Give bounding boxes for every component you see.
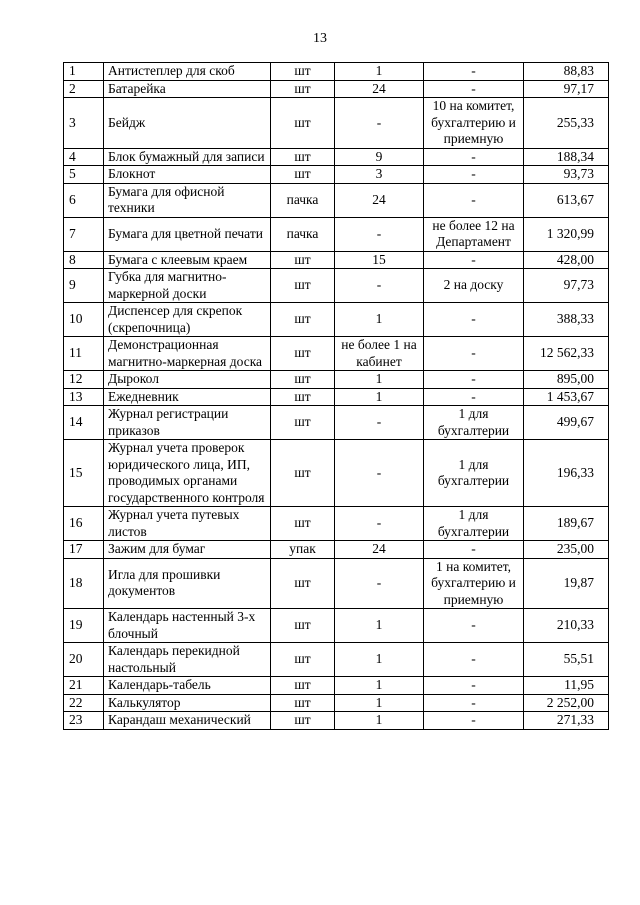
price-cell: 428,00 [524, 251, 609, 269]
quantity-cell: 24 [335, 541, 424, 559]
row-number-cell: 10 [64, 303, 104, 337]
item-name-cell: Блок бумажный для записи [104, 148, 271, 166]
quantity-cell: - [335, 98, 424, 149]
unit-cell: шт [271, 166, 335, 184]
table-row [64, 694, 609, 712]
table-row [64, 609, 609, 643]
unit-cell: шт [271, 643, 335, 677]
row-number-cell: 11 [64, 337, 104, 371]
row-number-cell: 15 [64, 440, 104, 507]
item-name-cell: Журнал регистрации приказов [104, 406, 271, 440]
note-cell: 2 на доску [424, 269, 524, 303]
row-number-cell: 16 [64, 507, 104, 541]
note-cell: - [424, 388, 524, 406]
quantity-cell: 1 [335, 388, 424, 406]
row-number-cell: 1 [64, 63, 104, 81]
note-cell: 1 для бухгалтерии [424, 440, 524, 507]
quantity-cell: 1 [335, 677, 424, 695]
quantity-cell: - [335, 269, 424, 303]
table-row [64, 80, 609, 98]
quantity-cell: - [335, 406, 424, 440]
unit-cell: упак [271, 541, 335, 559]
note-cell: - [424, 609, 524, 643]
note-cell: - [424, 677, 524, 695]
price-cell: 188,34 [524, 148, 609, 166]
price-cell: 55,51 [524, 643, 609, 677]
table-row [64, 388, 609, 406]
unit-cell: шт [271, 337, 335, 371]
table-row [64, 558, 609, 609]
table-row [64, 507, 609, 541]
unit-cell: шт [271, 63, 335, 81]
price-cell: 210,33 [524, 609, 609, 643]
note-cell: - [424, 694, 524, 712]
unit-cell: шт [271, 269, 335, 303]
price-cell: 613,67 [524, 183, 609, 217]
unit-cell: шт [271, 694, 335, 712]
unit-cell: шт [271, 507, 335, 541]
table-row [64, 63, 609, 81]
price-cell: 499,67 [524, 406, 609, 440]
unit-cell: шт [271, 388, 335, 406]
price-cell: 388,33 [524, 303, 609, 337]
supplies-table [63, 62, 609, 730]
item-name-cell: Журнал учета путевых листов [104, 507, 271, 541]
note-cell: - [424, 183, 524, 217]
row-number-cell: 12 [64, 371, 104, 389]
note-cell: - [424, 303, 524, 337]
price-cell: 11,95 [524, 677, 609, 695]
row-number-cell: 20 [64, 643, 104, 677]
item-name-cell: Бейдж [104, 98, 271, 149]
table-row [64, 148, 609, 166]
table-row [64, 303, 609, 337]
row-number-cell: 21 [64, 677, 104, 695]
price-cell: 97,17 [524, 80, 609, 98]
row-number-cell: 6 [64, 183, 104, 217]
row-number-cell: 2 [64, 80, 104, 98]
quantity-cell: - [335, 507, 424, 541]
table-row [64, 371, 609, 389]
item-name-cell: Бумага для цветной печати [104, 217, 271, 251]
price-cell: 271,33 [524, 712, 609, 730]
row-number-cell: 5 [64, 166, 104, 184]
table-row [64, 712, 609, 730]
quantity-cell: - [335, 217, 424, 251]
price-cell: 895,00 [524, 371, 609, 389]
item-name-cell: Бумага для офисной техники [104, 183, 271, 217]
row-number-cell: 22 [64, 694, 104, 712]
quantity-cell: 1 [335, 643, 424, 677]
table-row [64, 406, 609, 440]
price-cell: 196,33 [524, 440, 609, 507]
item-name-cell: Календарь перекидной настольный [104, 643, 271, 677]
unit-cell: шт [271, 677, 335, 695]
quantity-cell: 24 [335, 183, 424, 217]
quantity-cell: 24 [335, 80, 424, 98]
item-name-cell: Игла для прошивки документов [104, 558, 271, 609]
note-cell: - [424, 251, 524, 269]
row-number-cell: 13 [64, 388, 104, 406]
note-cell: - [424, 337, 524, 371]
note-cell: - [424, 80, 524, 98]
table-row [64, 217, 609, 251]
price-cell: 88,83 [524, 63, 609, 81]
quantity-cell: 1 [335, 371, 424, 389]
row-number-cell: 18 [64, 558, 104, 609]
item-name-cell: Калькулятор [104, 694, 271, 712]
quantity-cell: - [335, 558, 424, 609]
table-row [64, 337, 609, 371]
note-cell: - [424, 63, 524, 81]
item-name-cell: Календарь-табель [104, 677, 271, 695]
note-cell: 10 на комитет, бухгалтерию и приемную [424, 98, 524, 149]
note-cell: 1 на комитет, бухгалтерию и приемную [424, 558, 524, 609]
note-cell: 1 для бухгалтерии [424, 406, 524, 440]
item-name-cell: Ежедневник [104, 388, 271, 406]
table-row [64, 269, 609, 303]
item-name-cell: Демонстрационная магнитно-маркерная доска [104, 337, 271, 371]
price-cell: 12 562,33 [524, 337, 609, 371]
unit-cell: шт [271, 371, 335, 389]
item-name-cell: Батарейка [104, 80, 271, 98]
note-cell: - [424, 712, 524, 730]
row-number-cell: 17 [64, 541, 104, 559]
unit-cell: шт [271, 148, 335, 166]
price-cell: 189,67 [524, 507, 609, 541]
quantity-cell: 3 [335, 166, 424, 184]
item-name-cell: Календарь настенный 3-х блочный [104, 609, 271, 643]
row-number-cell: 8 [64, 251, 104, 269]
quantity-cell: 1 [335, 63, 424, 81]
row-number-cell: 4 [64, 148, 104, 166]
price-cell: 2 252,00 [524, 694, 609, 712]
quantity-cell: 1 [335, 712, 424, 730]
note-cell: не более 12 на Департамент [424, 217, 524, 251]
note-cell: - [424, 541, 524, 559]
item-name-cell: Бумага с клеевым краем [104, 251, 271, 269]
price-cell: 19,87 [524, 558, 609, 609]
unit-cell: шт [271, 303, 335, 337]
table-row [64, 98, 609, 149]
unit-cell: шт [271, 80, 335, 98]
price-cell: 235,00 [524, 541, 609, 559]
note-cell: - [424, 643, 524, 677]
item-name-cell: Губка для магнитно-маркерной доски [104, 269, 271, 303]
quantity-cell: 1 [335, 303, 424, 337]
row-number-cell: 14 [64, 406, 104, 440]
quantity-cell: не более 1 на кабинет [335, 337, 424, 371]
quantity-cell: 9 [335, 148, 424, 166]
item-name-cell: Журнал учета проверок юридического лица, ИП, проводимых органами государственного контроля [104, 440, 271, 507]
price-cell: 255,33 [524, 98, 609, 149]
unit-cell: шт [271, 712, 335, 730]
table-row [64, 541, 609, 559]
price-cell: 1 320,99 [524, 217, 609, 251]
table-row [64, 251, 609, 269]
unit-cell: шт [271, 98, 335, 149]
note-cell: - [424, 148, 524, 166]
table-row [64, 677, 609, 695]
page-number: 13 [313, 31, 327, 46]
row-number-cell: 3 [64, 98, 104, 149]
price-cell: 93,73 [524, 166, 609, 184]
quantity-cell: 1 [335, 609, 424, 643]
unit-cell: пачка [271, 183, 335, 217]
unit-cell: шт [271, 406, 335, 440]
unit-cell: пачка [271, 217, 335, 251]
item-name-cell: Блокнот [104, 166, 271, 184]
unit-cell: шт [271, 251, 335, 269]
item-name-cell: Карандаш механический [104, 712, 271, 730]
table-row [64, 643, 609, 677]
unit-cell: шт [271, 558, 335, 609]
item-name-cell: Антистеплер для скоб [104, 63, 271, 81]
note-cell: 1 для бухгалтерии [424, 507, 524, 541]
note-cell: - [424, 166, 524, 184]
item-name-cell: Зажим для бумаг [104, 541, 271, 559]
item-name-cell: Диспенсер для скрепок (скрепочница) [104, 303, 271, 337]
quantity-cell: 15 [335, 251, 424, 269]
quantity-cell: 1 [335, 694, 424, 712]
unit-cell: шт [271, 609, 335, 643]
item-name-cell: Дырокол [104, 371, 271, 389]
row-number-cell: 19 [64, 609, 104, 643]
row-number-cell: 23 [64, 712, 104, 730]
price-cell: 97,73 [524, 269, 609, 303]
row-number-cell: 9 [64, 269, 104, 303]
table-body [64, 63, 609, 730]
quantity-cell: - [335, 440, 424, 507]
row-number-cell: 7 [64, 217, 104, 251]
table-row [64, 166, 609, 184]
table-row [64, 440, 609, 507]
note-cell: - [424, 371, 524, 389]
unit-cell: шт [271, 440, 335, 507]
table-row [64, 183, 609, 217]
price-cell: 1 453,67 [524, 388, 609, 406]
